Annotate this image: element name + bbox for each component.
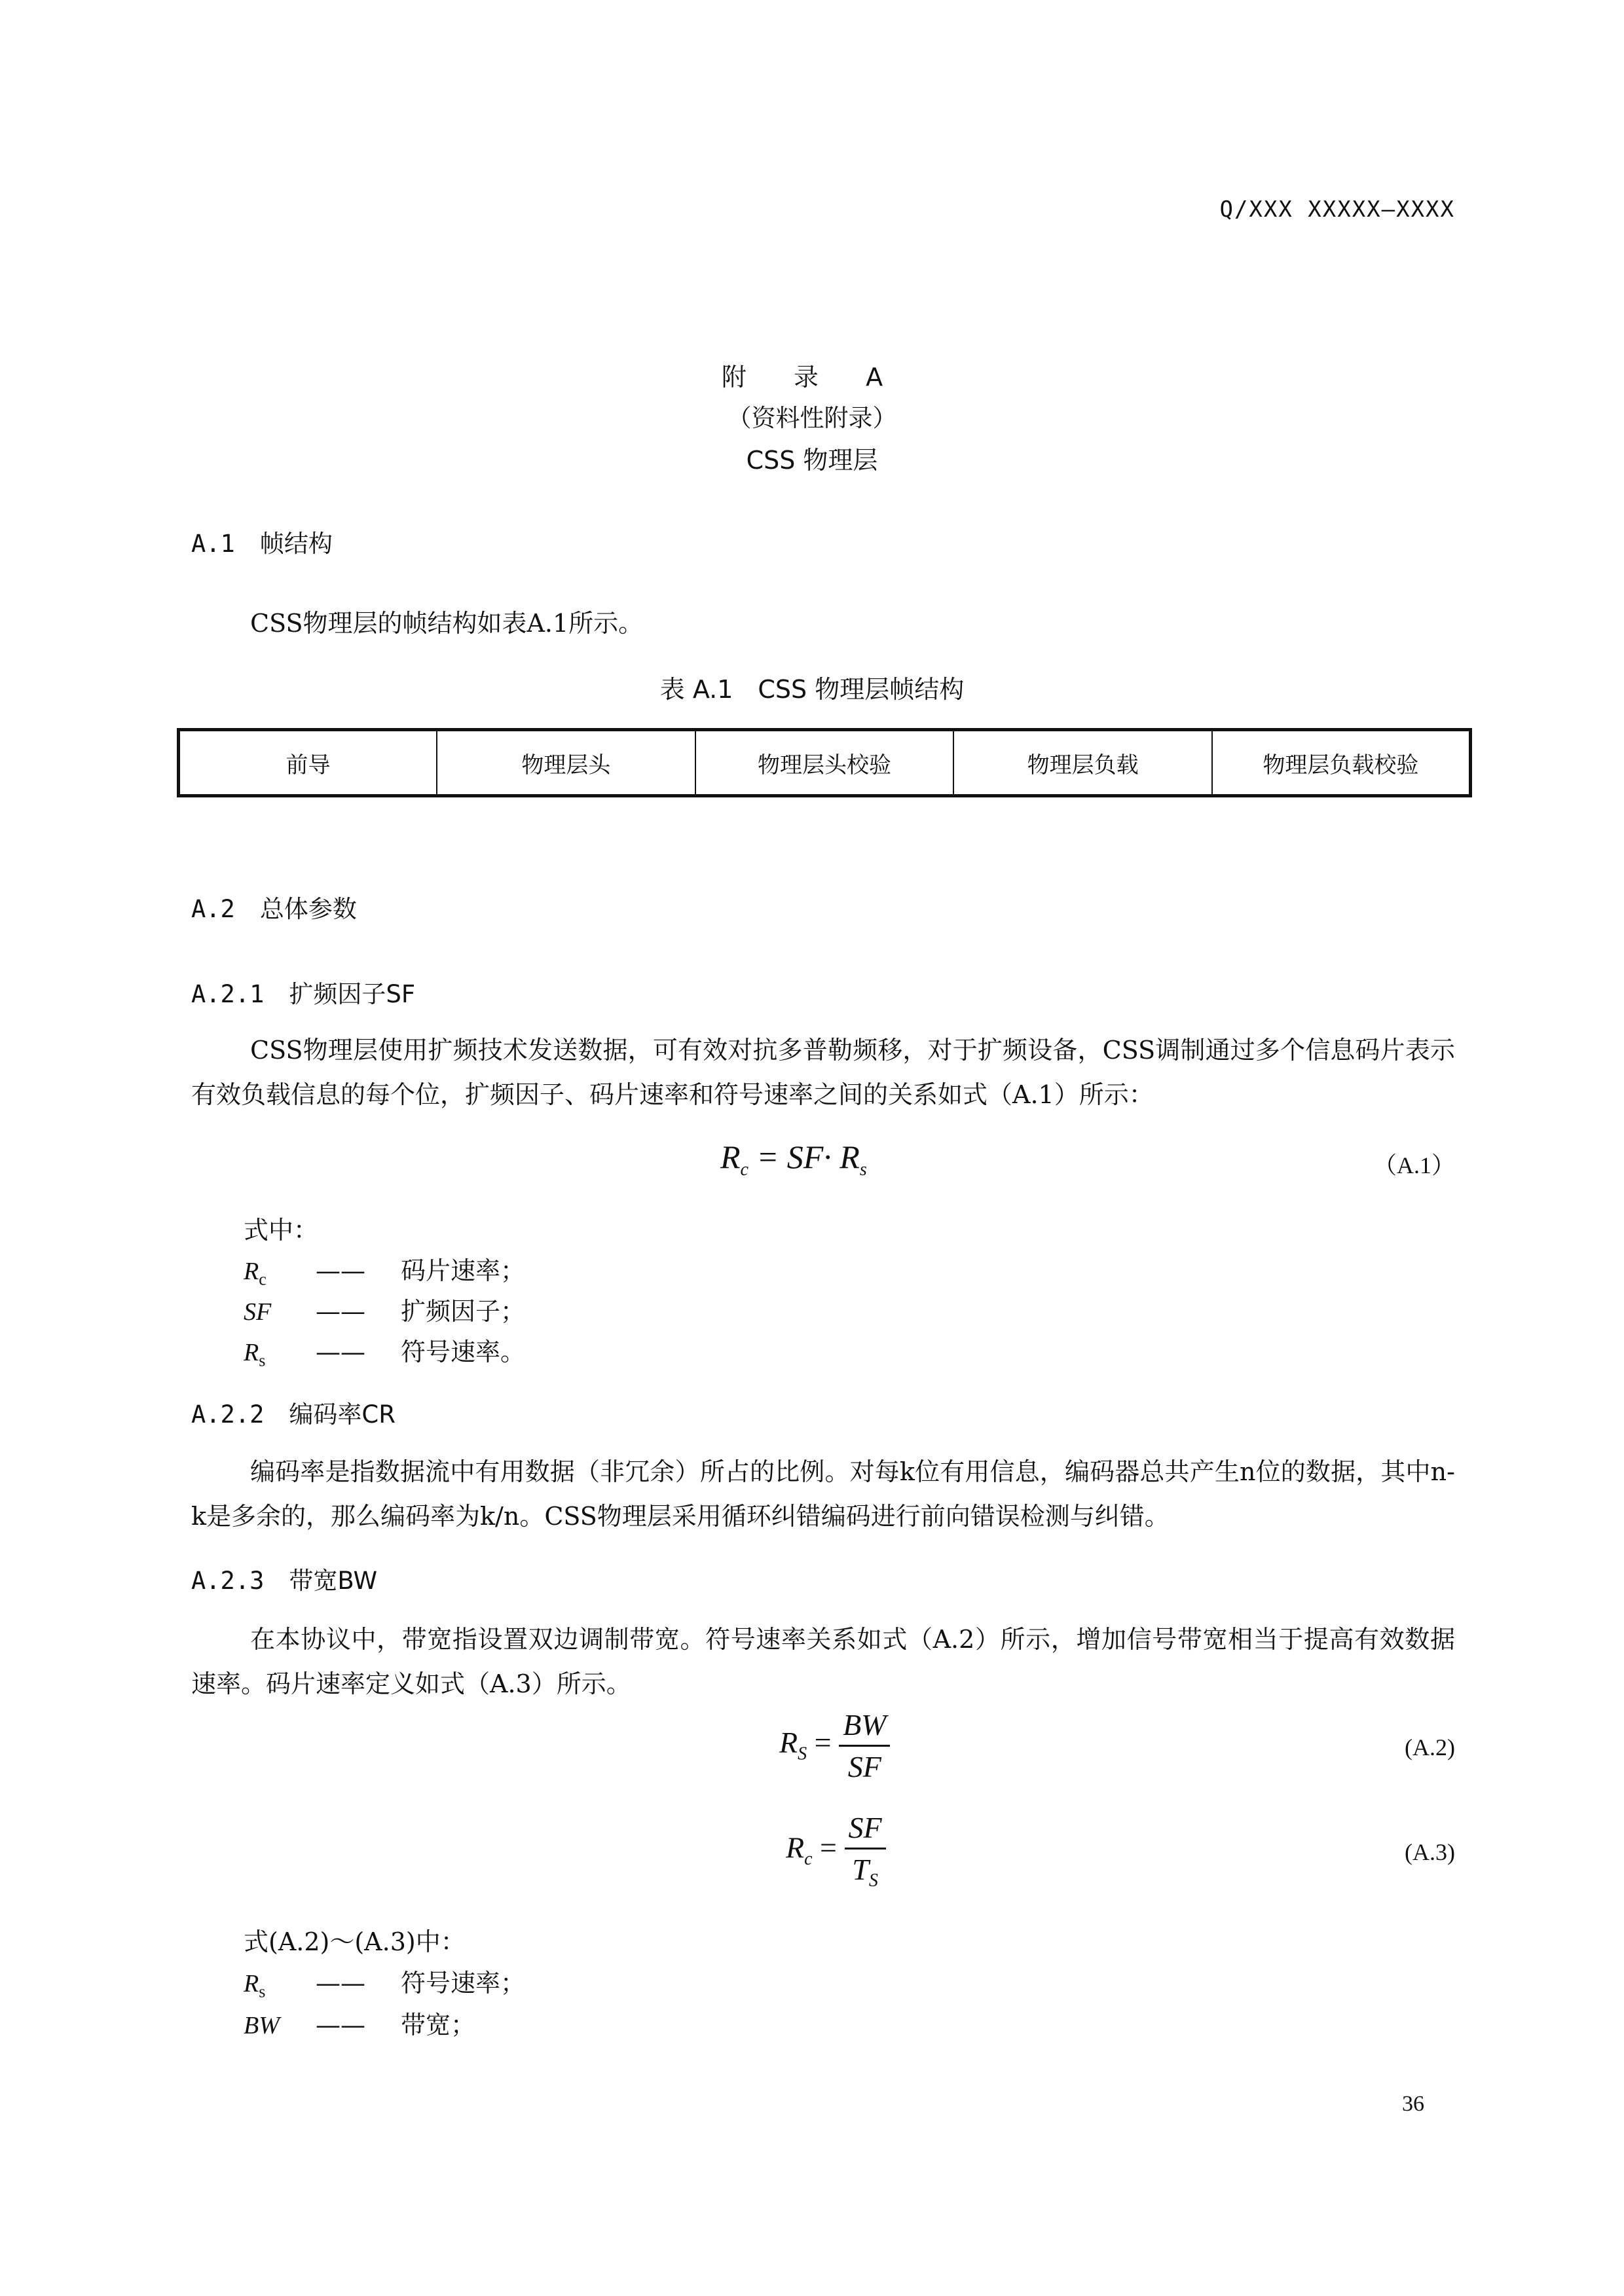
fraction: $\frac{SF}{T_S}$ bbox=[845, 1810, 886, 1891]
section-title: 扩频因子SF bbox=[289, 980, 416, 1008]
paragraph-a1: CSS物理层的帧结构如表A.1所示。 bbox=[250, 609, 644, 638]
appendix-label: 附 录 A bbox=[721, 363, 903, 392]
definition-item: SF —— 扩频因子； bbox=[244, 1297, 526, 1326]
section-number: A.2.1 bbox=[191, 980, 265, 1008]
table-cell-header-check: 物理层头校验 bbox=[695, 730, 954, 796]
fraction: $\frac{BW}{SF}$ bbox=[839, 1707, 890, 1784]
section-title: 帧结构 bbox=[259, 530, 333, 558]
section-heading-a1 bbox=[191, 524, 333, 559]
where-label: 式中： bbox=[244, 1216, 319, 1245]
section-heading-a2 bbox=[191, 889, 357, 924]
definition-item: BW —— 带宽； bbox=[244, 2011, 476, 2039]
definition-item: $R_s$ —— 符号速率； bbox=[244, 1969, 526, 2001]
page-number: 36 bbox=[1402, 2092, 1424, 2116]
section-number: A.2.3 bbox=[191, 1567, 265, 1595]
section-number: A.1 bbox=[191, 530, 235, 558]
section-title: 带宽BW bbox=[289, 1567, 378, 1595]
equation-a2: $R_S$ = $\frac{BW}{SF}$ bbox=[779, 1707, 890, 1784]
appendix-type: （资料性附录） bbox=[727, 404, 897, 432]
table-cell-payload-check: 物理层负载校验 bbox=[1212, 730, 1471, 796]
appendix-title: CSS 物理层 bbox=[746, 446, 878, 475]
equation-number: (A.3) bbox=[1405, 1839, 1455, 1865]
where-label: 式(A.2)～(A.3)中： bbox=[244, 1927, 466, 1956]
section-number: A.2 bbox=[191, 895, 235, 923]
document-id: Q/XXX XXXXX—XXXX bbox=[1219, 196, 1455, 223]
table-caption: 表 A.1 CSS 物理层帧结构 bbox=[659, 675, 965, 704]
equation-number: (A.2) bbox=[1405, 1734, 1455, 1760]
section-title: 编码率CR bbox=[289, 1400, 396, 1429]
section-number: A.2.2 bbox=[191, 1400, 265, 1429]
frame-structure-table bbox=[177, 728, 1472, 797]
table-cell-phy-header: 物理层头 bbox=[437, 730, 695, 796]
definition-item: $R_s$ —— 符号速率。 bbox=[244, 1338, 526, 1370]
section-heading-a22 bbox=[191, 1394, 396, 1430]
table-row bbox=[179, 730, 1471, 796]
section-title: 总体参数 bbox=[259, 895, 357, 923]
section-heading-a21 bbox=[191, 974, 415, 1010]
definition-item: $R_c$ —— 码片速率； bbox=[244, 1256, 526, 1289]
paragraph-a21: CSS物理层使用扩频技术发送数据，可有效对抗多普勒频移，对于扩频设备，CSS调制通过多个信息码片表示有效负载信息的每个位，扩频因子、码片速率和符号速率之间的关系如式（A.1）所示： bbox=[191, 1036, 1455, 1109]
table-cell-preamble: 前导 bbox=[179, 730, 437, 796]
paragraph-a23: 在本协议中，带宽指设置双边调制带宽。符号速率关系如式（A.2）所示，增加信号带宽相当于提高有效数据速率。码片速率定义如式（A.3）所示。 bbox=[191, 1625, 1455, 1698]
table-cell-payload: 物理层负载 bbox=[953, 730, 1212, 796]
section-heading-a23 bbox=[191, 1561, 377, 1596]
equation-a1: $R_c = SF\cdot R_s$ bbox=[720, 1139, 867, 1180]
equation-a3: $R_c$ = $\frac{SF}{T_S}$ bbox=[786, 1810, 886, 1891]
paragraph-a22: 编码率是指数据流中有用数据（非冗余）所占的比例。对每k位有用信息，编码器总共产生n位的数据，其中n-k是多余的，那么编码率为k/n。CSS物理层采用循环纠错编码进行前向错误检测与纠错。 bbox=[191, 1457, 1455, 1531]
equation-number: （A.1） bbox=[1373, 1152, 1455, 1178]
